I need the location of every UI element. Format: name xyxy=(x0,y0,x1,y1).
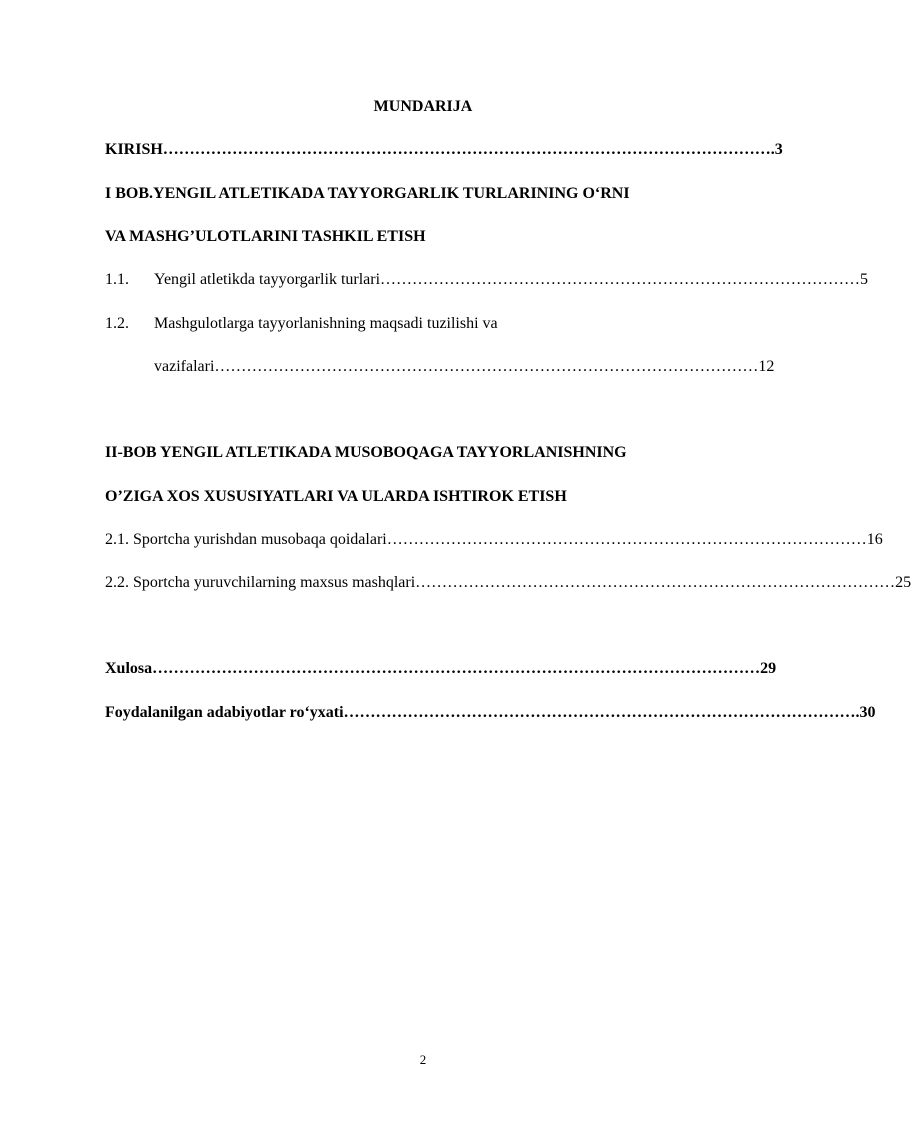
toc-entry-adabiyotlar xyxy=(105,703,876,723)
toc-entry-label: Mashgulotlarga tayyorlanishning maqsadi tuzilishi va xyxy=(154,315,498,332)
chapter1-heading-line2: VA MASHG’ULOTLARINI TASHKIL ETISH xyxy=(105,228,426,245)
toc-title: MUNDARIJA xyxy=(373,98,473,115)
toc-leader-dots: …………………………………………………………………………………… xyxy=(343,704,856,721)
toc-entry-page: .3 xyxy=(770,141,783,158)
toc-entry-label: Yengil atletikda tayyorgarlik turlari xyxy=(154,271,381,288)
toc-entry-2-1 xyxy=(105,530,883,550)
chapter2-heading-line2: O’ZIGA XOS XUSUSIYATLARI VA ULARDA ISHTIROK ETISH xyxy=(105,488,567,505)
toc-entry-page: .30 xyxy=(855,704,876,721)
toc-leader-dots: …………………………………………………………………………………………………… xyxy=(152,660,761,677)
toc-entry-page: 25 xyxy=(895,574,911,591)
toc-entry-label: vazifalari xyxy=(154,358,215,375)
toc-leader-dots: ……………………………………………………………………………… xyxy=(380,271,861,288)
toc-entry-page: 12 xyxy=(758,358,775,375)
toc-entry-page: 16 xyxy=(866,531,883,548)
section-number: 1.2. xyxy=(105,315,129,332)
chapter1-heading-line1: I BOB.YENGIL ATLETIKADA TAYYORGARLIK TURLARINING O‘RNI xyxy=(105,185,630,202)
toc-entry-label: 2.1. Sportcha yurishdan musobaqa qoidalari xyxy=(105,531,387,548)
toc-entry-page: 5 xyxy=(860,271,869,288)
toc-leader-dots: …………………………………………………………………………………………………… xyxy=(162,141,771,158)
toc-entry-label: 2.2. Sportcha yuruvchilarning maxsus mashqlari xyxy=(105,574,416,591)
chapter2-heading-line1: II-BOB YENGIL ATLETIKADA MUSOBOQAGA TAYYORLANISHNING xyxy=(105,444,627,461)
page-number: 2 xyxy=(419,1052,427,1067)
toc-leader-dots: ……………………………………………………………………………… xyxy=(415,574,896,591)
toc-leader-dots: ………………………………………………………………………………………… xyxy=(214,358,759,375)
toc-entry-label: KIRISH xyxy=(105,141,163,158)
toc-entry-label: Xulosa xyxy=(105,660,153,677)
toc-entry-1-2-line2 xyxy=(154,357,775,377)
toc-entry-page: 29 xyxy=(760,660,777,677)
toc-entry-kirish xyxy=(105,140,783,160)
toc-entry-2-2 xyxy=(105,573,911,593)
toc-leader-dots: ……………………………………………………………………………… xyxy=(386,531,867,548)
toc-entry-xulosa xyxy=(105,659,777,679)
section-number: 1.1. xyxy=(105,271,129,288)
toc-entry-label: Foydalanilgan adabiyotlar ro‘yxati xyxy=(105,704,344,721)
